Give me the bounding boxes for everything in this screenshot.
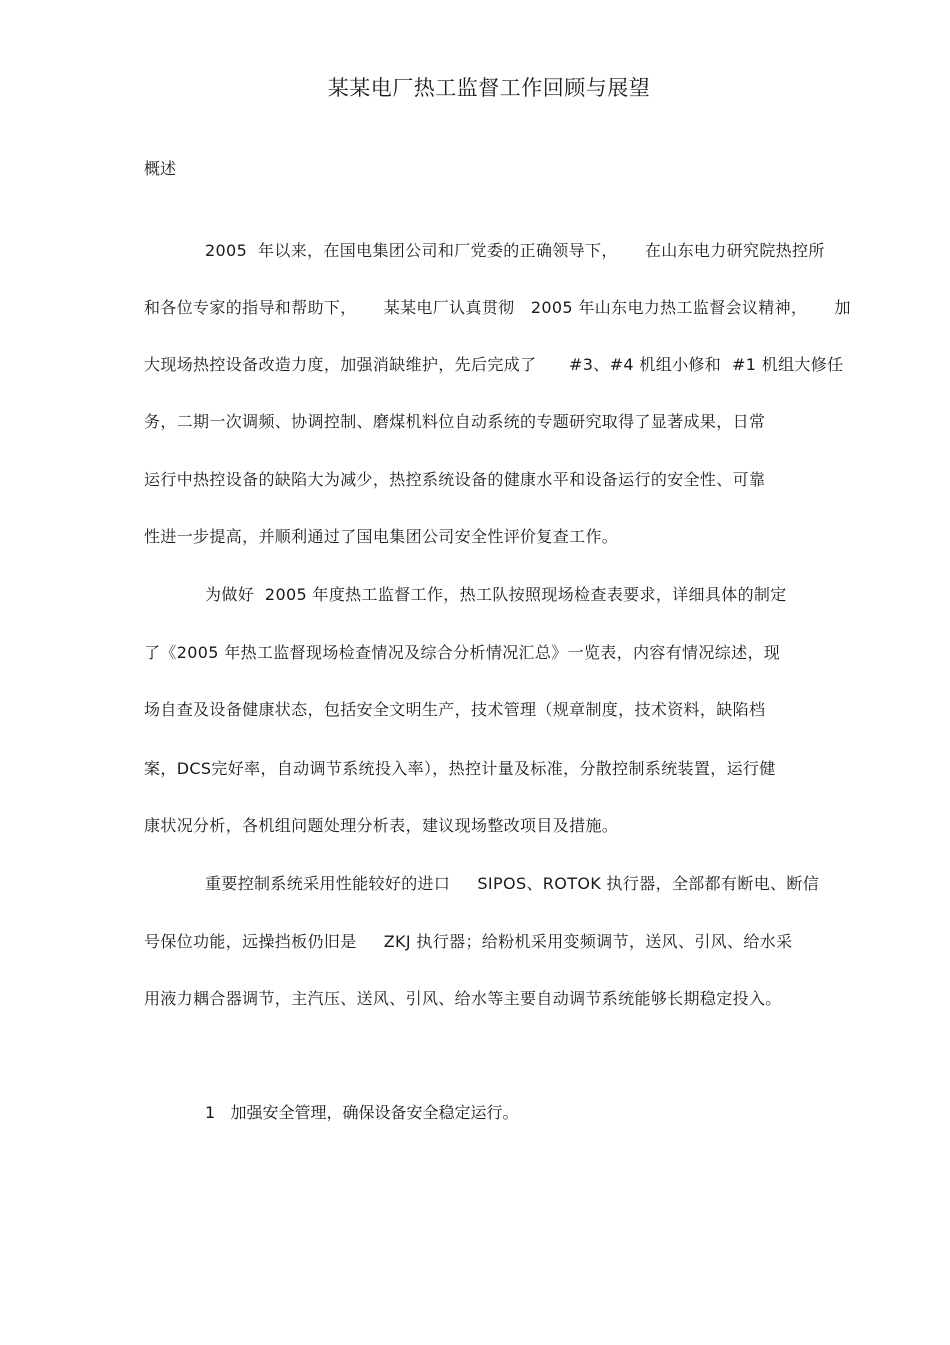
paragraph1-line4: 务，二期一次调频、协调控制、磨煤机料位自动系统的专题研究取得了显著成果，日常 xyxy=(144,412,766,431)
paragraph1-line6: 性进一步提高，并顺利通过了国电集团公司安全性评价复查工作。 xyxy=(144,527,619,546)
document-title: 某某电厂热工监督工作回顾与展望 xyxy=(327,76,651,100)
paragraph1-line2: 和各位专家的指导和帮助下， 某某电厂认真贯彻 2005 年山东电力热工监督会议精神， 加 xyxy=(144,298,851,317)
overview-heading: 概述 xyxy=(144,159,177,178)
paragraph2-line2: 了《2005 年热工监督现场检查情况及综合分析情况汇总》一览表，内容有情况综述，现 xyxy=(144,643,781,662)
paragraph3-line2: 号保位功能，远操挡板仍旧是 ZKJ 执行器；给粉机采用变频调节，送风、引风、给水采 xyxy=(144,932,793,951)
paragraph2-line3: 场自查及设备健康状态，包括安全文明生产，技术管理（规章制度，技术资料，缺陷档 xyxy=(144,700,766,719)
paragraph3-line3: 用液力耦合器调节，主汽压、送风、引风、给水等主要自动调节系统能够长期稳定投入。 xyxy=(144,989,782,1008)
section-heading-1: 1 加强安全管理，确保设备安全稳定运行。 xyxy=(205,1103,519,1122)
paragraph2-line5: 康状况分析，各机组问题处理分析表，建议现场整改项目及措施。 xyxy=(144,816,619,835)
paragraph2-line4: 案，DCS完好率，自动调节系统投入率），热控计量及标准，分散控制系统装置，运行健 xyxy=(144,759,776,778)
paragraph3-line1: 重要控制系统采用性能较好的进口 SIPOS、ROTOK 执行器，全部都有断电、断信 xyxy=(205,874,820,893)
paragraph1-line5: 运行中热控设备的缺陷大为减少，热控系统设备的健康水平和设备运行的安全性、可靠 xyxy=(144,470,766,489)
paragraph1-line1: 2005 年以来，在国电集团公司和厂党委的正确领导下， 在山东电力研究院热控所 xyxy=(205,241,825,260)
paragraph1-line3: 大现场热控设备改造力度，加强消缺维护，先后完成了 #3、#4 机组小修和 #1 机组大修任 xyxy=(144,355,844,374)
paragraph2-line1: 为做好 2005 年度热工监督工作，热工队按照现场检查表要求，详细具体的制定 xyxy=(205,585,787,604)
